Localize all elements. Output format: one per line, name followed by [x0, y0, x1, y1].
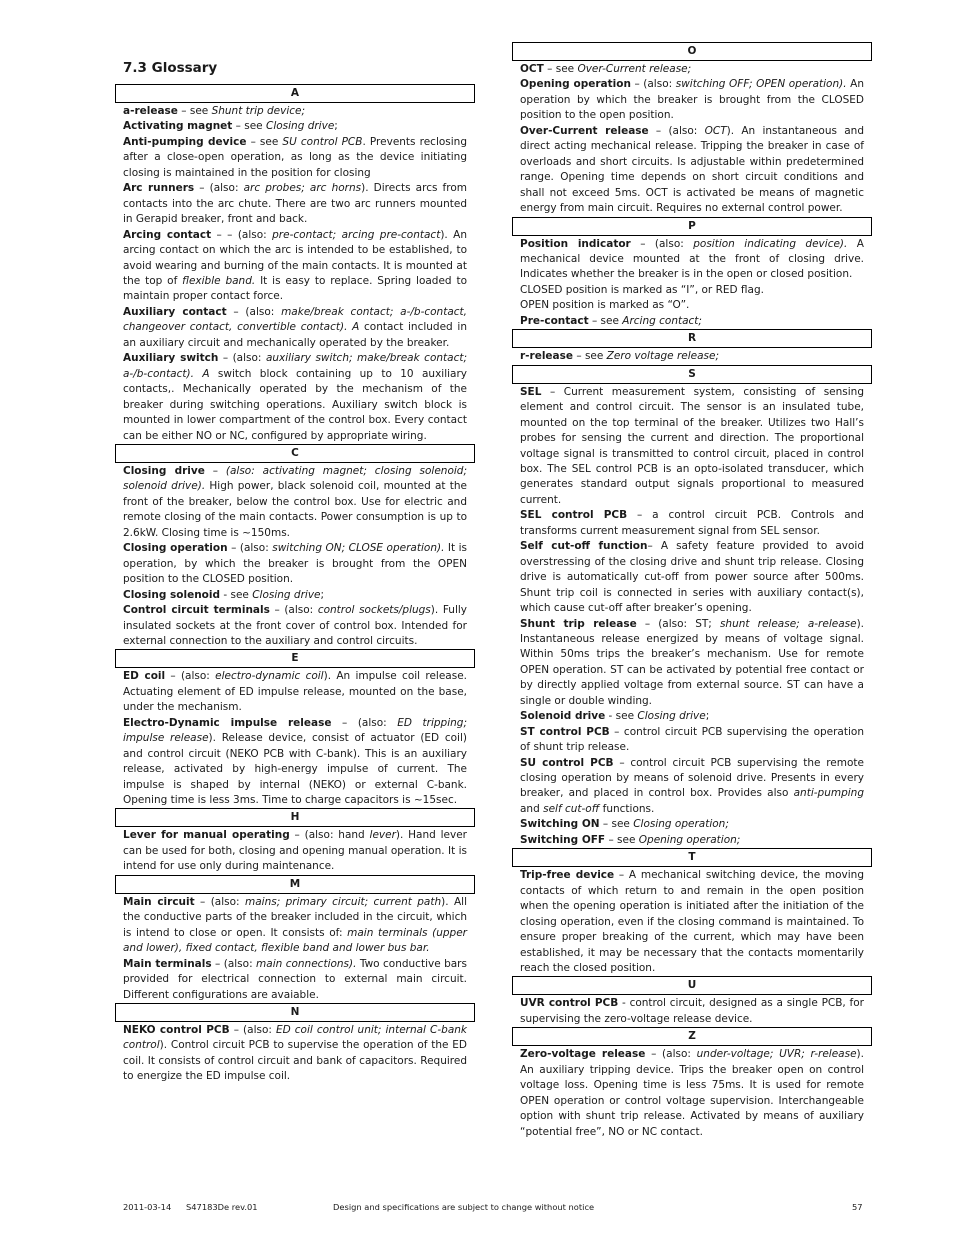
glossary-entry [123, 104, 467, 119]
glossary-term: Zero-voltage release [520, 1048, 646, 1061]
glossary-text: It is operation, by which the breaker is brought from the OPEN position to the CLOSED position. [123, 542, 467, 586]
glossary-text: ). An arcing contact on which the arc is intended to be established, to avoid wearing and burning of the main contacts. It is mounted at the top of [123, 228, 467, 287]
glossary-text: Two conductive bars provided for electrical connection to external main circuit. Different configurations are avaiable. [123, 957, 467, 1001]
glossary-text: ). Directs arcs from contacts into the arc chute. There are two arc runners mounted in Gerapid breaker, front and back. [123, 182, 467, 226]
glossary-text: ; [320, 588, 325, 601]
glossary-entry [520, 709, 864, 724]
glossary-entry [520, 349, 864, 364]
glossary-term: Closing drive [123, 464, 205, 477]
glossary-text: ). All the conductive parts of the breaker included in the circuit, which is intend to close or open. It consists of: [123, 895, 467, 939]
letter-header-s: S [512, 365, 872, 384]
left-column [115, 58, 475, 1085]
glossary-term: Auxiliary switch [123, 352, 219, 365]
glossary-italic-text: mains; primary circuit; current path [245, 895, 442, 908]
glossary-text: – see [599, 818, 634, 831]
glossary-entries-z [512, 1047, 872, 1140]
glossary-text: – (also: [331, 716, 398, 729]
glossary-text: ). An instantaneous and direct acting mechanical release. Tripping the breaker in case of overloads and short circuits. Is adjustable within predetermined range. Opening time depends on short circuit conditions and shall not exceed 5ms. OCT is activated be means of magnetic energy from main circuit. Requires no external control power. [520, 124, 864, 215]
glossary-term: Arc runners [123, 182, 195, 195]
glossary-text: – control circuit PCB supervising the remote closing operation by means of solenoid drive. Presents in every breaker, and placed in control box. Provides also [520, 756, 864, 800]
glossary-text: ). Instantaneous release energized by means of voltage signal. Within 50ms trips the breaker’s mechanism. Use for remote OPEN operation. ST can be activated by potential free contact or by directly applied voltage from external source. ST can have a single or double winding. [520, 617, 864, 707]
glossary-italic-text: main connections). [256, 957, 357, 970]
glossary-entry [520, 298, 864, 313]
glossary-term: Closing operation [123, 542, 228, 555]
glossary-term: Main circuit [123, 895, 195, 908]
glossary-text: – (also: [229, 1024, 276, 1037]
glossary-text: – see [177, 105, 212, 117]
page-number: 57 [852, 1202, 863, 1212]
glossary-text: – (also: [645, 1048, 697, 1061]
glossary-term: UVR control PCB [520, 997, 619, 1010]
glossary-term: SEL [520, 385, 542, 398]
glossary-text: – control circuit PCB supervising the operation of shunt trip release. [520, 725, 864, 754]
glossary-text: and [520, 802, 544, 815]
glossary-italic-text: under-voltage; UVR; r-release [696, 1048, 857, 1061]
glossary-text: . Prevents reclosing after a close-open operation, as long as the device initiating closing is maintained in the position for closing [123, 135, 467, 179]
glossary-text: – (also: [218, 352, 266, 365]
glossary-entry [520, 817, 864, 832]
glossary-text: It is easy to replace. Spring loaded to maintain proper contact force. [123, 274, 468, 303]
glossary-text: ). Release device, consist of actuator (ED coil) and control circuit (NEKO PCB with C-bank). This is an auxiliary release, activated by high-energy impulse of current. The impulse is shaped by internal (NEKO) or external C-bank. Opening time is less 3ms. Time to charge capacitors is ~15sec. [123, 732, 467, 807]
glossary-italic-text: Closing drive [252, 588, 321, 601]
letter-header-n: N [115, 1003, 475, 1022]
footer-note: Design and specifications are subject to change without notice [333, 1202, 595, 1212]
glossary-entry [123, 464, 467, 541]
glossary-term: ED coil [123, 670, 166, 683]
glossary-text: – see [588, 314, 623, 327]
glossary-entries-r [512, 349, 872, 364]
glossary-term: Solenoid drive [520, 710, 606, 723]
glossary-entry [123, 305, 467, 351]
glossary-text: ). Hand lever can be used for both, closing and opening manual operation. It is intend for use only during maintenance. [123, 829, 467, 873]
letter-header-h: H [115, 808, 475, 827]
glossary-term: Auxiliary contact [123, 305, 227, 318]
glossary-term: NEKO control PCB [123, 1024, 230, 1037]
glossary-entries-h [115, 828, 475, 874]
glossary-italic-text: Over-Current release; [577, 63, 692, 75]
glossary-italic-text: pre-contact; arcing pre-contact [272, 228, 441, 241]
glossary-term: Main terminals [123, 957, 212, 970]
glossary-term: Switching OFF [520, 833, 606, 846]
glossary-term: Arcing contact [123, 228, 212, 241]
letter-header-u: U [512, 976, 872, 995]
glossary-entry [520, 833, 864, 848]
glossary-text: A mechanical device mounted at the front of closing drive. Indicates whether the breaker is in the open or closed position. [520, 237, 864, 281]
glossary-italic-text: Closing drive [265, 120, 335, 133]
glossary-term: Control circuit terminals [123, 604, 270, 617]
glossary-entry [520, 77, 864, 123]
glossary-text: – (also: [194, 895, 245, 908]
glossary-entry [123, 669, 467, 715]
glossary-entry [123, 828, 467, 874]
glossary-term: Position indicator [520, 237, 631, 250]
glossary-italic-text: Closing operation; [633, 818, 729, 831]
glossary-term: Opening operation [520, 78, 631, 91]
glossary-text: – see [232, 120, 266, 133]
glossary-text: – a control circuit PCB. Controls and transforms current measurement signal from SEL sensor. [520, 509, 864, 537]
glossary-italic-text: auxiliary switch; make/break contact; a-/b-contact). A [123, 352, 468, 380]
glossary-entry [123, 119, 467, 134]
glossary-italic-text: Zero voltage release; [606, 350, 720, 363]
glossary-term: Activating magnet [123, 120, 233, 133]
glossary-entry [123, 135, 467, 181]
glossary-term: Trip-free device [520, 869, 615, 882]
glossary-entry [123, 541, 467, 587]
glossary-italic-text: (also: activating magnet; closing solenoid; solenoid drive). [123, 464, 467, 493]
glossary-text: ). Fully insulated sockets at the front cover of control box. Intended for external connection to the auxiliary and control circuits. [123, 604, 467, 647]
glossary-term: Anti-pumping device [123, 135, 247, 148]
glossary-entry [123, 603, 467, 649]
glossary-text: CLOSED position is marked as “I”, or RED flag. [520, 283, 764, 296]
glossary-italic-text: ED tripping; impulse release [123, 716, 467, 745]
glossary-term: Switching ON [520, 818, 600, 831]
glossary-entry [520, 385, 864, 509]
glossary-italic-text: Opening operation; [638, 833, 741, 846]
glossary-term: Electro-Dynamic impulse release [123, 716, 332, 729]
glossary-text: An operation by which the breaker is brought from the CLOSED position to the open position. [520, 78, 864, 122]
glossary-text: – (also: [211, 957, 257, 970]
glossary-text: – (also: [227, 542, 273, 555]
glossary-term: r-release [520, 350, 574, 363]
glossary-text: – A mechanical switching device, the moving contacts of which return to and remain in the open position when the opening operation is initiated after the initiation of the closing operation, even if the closing command is maintained. To ensure proper breaking of the current, which may have been established, it may be necessary that the contacts momentarily reach the closed position. [520, 869, 865, 975]
glossary-text: ). Control circuit PCB to supervise the operation of the ED coil. It consists of control circuit and bank of capacitors. Required to energize the ED impulse coil. [123, 1039, 467, 1083]
glossary-text: – see [573, 350, 607, 363]
glossary-term: Over-Current release [520, 124, 649, 137]
right-column [512, 42, 872, 1140]
glossary-entry [123, 181, 467, 227]
glossary-text: – Current measurement system, consisting of sensing element and control circuit. The sensor is an insulated tube, mounted on the top terminal of the breaker. Utilizes two Hall’s probes for sensing the current and direction. The proportional voltage signal is transmitted to control circuit, placed in control box. The SEL control PCB is an opto-isolated transducer, which generates standard output signals proportional to measured current. [520, 385, 864, 506]
glossary-entries-t [512, 868, 872, 976]
glossary-italic-text: switching OFF; OPEN operation). [675, 78, 847, 91]
glossary-text: – – (also: [211, 228, 273, 241]
glossary-entry [123, 351, 467, 444]
glossary-term: Lever for manual operating [123, 829, 290, 842]
glossary-entry [520, 508, 864, 539]
glossary-term: a-release [123, 105, 178, 117]
glossary-italic-text: Closing drive [637, 710, 706, 723]
glossary-term: ST control PCB [520, 725, 610, 738]
footer-doc-id: S47183De rev.01 [186, 1202, 258, 1212]
letter-header-p: P [512, 217, 872, 236]
glossary-entry [520, 996, 864, 1027]
glossary-entry [520, 1047, 864, 1140]
glossary-italic-text: shunt release; a-release [719, 617, 857, 630]
glossary-italic-text: position indicating device). [693, 237, 848, 250]
glossary-text: OPEN position is marked as “O”. [520, 299, 690, 312]
glossary-text: – see [605, 833, 639, 846]
glossary-italic-text: main terminals (upper and lower), fixed contact, flexible band and lower bus bar. [123, 926, 467, 955]
glossary-italic-text: flexible band. [182, 274, 256, 287]
letter-header-m: M [115, 875, 475, 894]
glossary-text: contact included in an auxiliary circuit and mechanically operated by the breaker. [123, 321, 467, 349]
glossary-italic-text: OCT [704, 124, 727, 137]
letter-header-c: C [115, 444, 475, 463]
glossary-entry [520, 725, 864, 756]
glossary-entry [520, 62, 864, 77]
glossary-text: functions. [599, 802, 655, 815]
glossary-entry [520, 314, 864, 329]
section-title: 7.3 Glossary [123, 60, 218, 76]
glossary-entry [123, 957, 467, 1003]
glossary-term: SEL control PCB [520, 509, 628, 522]
glossary-text: switch block containing up to 10 auxiliary contacts,. Mechanically operated by the mechanism of the breaker during switching operations. Auxiliary switch block is mounted in lower compartment of the control box. Every contact can be either NO or NC, configured by appropriate wiring. [123, 367, 467, 442]
glossary-entry [520, 124, 864, 217]
letter-header-t: T [512, 848, 872, 867]
glossary-text: – (also: [648, 124, 705, 137]
glossary-text: – (also: [630, 237, 694, 250]
glossary-text: ). An auxiliary tripping device. Trips the breaker open on control voltage loss. Opening time is less 75ms. It is used for remote OPEN operation or control voltage supervision. Interchangeable option with shunt trip release. Activated by means of auxiliary “potential free”, NO or NC contact. [520, 1048, 864, 1138]
glossary-entries-n [115, 1023, 475, 1085]
glossary-entry [123, 588, 467, 603]
glossary-entry [123, 228, 467, 305]
glossary-entries-o [512, 62, 872, 217]
glossary-text: ). An impulse coil release. Actuating element of ED impulse release, mounted on the base, under the mechanism. [123, 670, 468, 714]
glossary-italic-text: arc probes; arc horns [243, 182, 362, 195]
glossary-entry [520, 539, 864, 616]
glossary-text: – (also: [165, 670, 216, 683]
glossary-text: – (also: ST; [636, 617, 720, 630]
glossary-italic-text: self cut-off [543, 802, 600, 815]
glossary-entries-a [115, 104, 475, 444]
glossary-text: - see [605, 710, 638, 723]
glossary-text: – see [246, 135, 283, 148]
glossary-term: OCT [520, 63, 544, 75]
letter-header-o: O [512, 42, 872, 61]
glossary-text: – (also: hand [289, 829, 370, 842]
glossary-entry [123, 1023, 467, 1085]
left-glossary-sections [115, 84, 475, 1085]
glossary-text: – (also: [226, 305, 282, 318]
glossary-entry [520, 756, 864, 818]
glossary-entry [520, 283, 864, 298]
letter-header-r: R [512, 329, 872, 348]
footer-date: 2011-03-14 [123, 1202, 172, 1212]
glossary-term: Shunt trip release [520, 617, 637, 630]
glossary-entries-c [115, 464, 475, 649]
glossary-term: Closing solenoid [123, 588, 221, 601]
glossary-text: ; [705, 710, 710, 723]
glossary-text: ; [334, 120, 338, 133]
glossary-term: Self cut-off function [520, 540, 648, 553]
glossary-italic-text: control sockets/plugs [317, 604, 431, 617]
glossary-italic-text: Shunt trip device; [211, 105, 306, 117]
glossary-italic-text: electro-dynamic coil [215, 670, 324, 683]
glossary-entries-s [512, 385, 872, 849]
glossary-italic-text: switching ON; CLOSE operation). [272, 542, 445, 555]
glossary-entries-e [115, 669, 475, 808]
letter-header-e: E [115, 649, 475, 668]
glossary-term: SU control PCB [520, 756, 614, 769]
glossary-text: - control circuit, designed as a single PCB, for supervising the zero-voltage release device. [520, 997, 864, 1025]
glossary-entries-u [512, 996, 872, 1027]
glossary-text: – (also: [269, 604, 318, 617]
glossary-text: – (also: [630, 78, 676, 91]
glossary-italic-text: ED coil control unit; internal C-bank control [123, 1024, 467, 1052]
glossary-text: - see [220, 588, 253, 601]
glossary-term: Pre-contact [520, 314, 589, 327]
glossary-italic-text: make/break contact; a-/b-contact, changeover contact, convertible contact). A [123, 305, 467, 334]
glossary-entry [123, 895, 467, 957]
glossary-italic-text: Arcing contact; [622, 314, 702, 327]
letter-header-a: A [115, 84, 475, 103]
glossary-entry [123, 716, 467, 809]
glossary-italic-text: anti-pumping [793, 787, 864, 800]
glossary-text: High power, black solenoid coil, mounted at the front of the breaker, below the control box. Use for electric and remote closing of the main contacts. Power consumption is up to 2.6kW. Closing time is ~150ms. [123, 480, 467, 539]
glossary-text: – (also: [194, 182, 244, 195]
glossary-entry [520, 868, 864, 976]
glossary-italic-text: lever [369, 829, 396, 842]
glossary-entry [520, 617, 864, 710]
right-glossary-sections [512, 42, 872, 1140]
glossary-entry [520, 237, 864, 283]
glossary-entries-p [512, 237, 872, 330]
glossary-entries-m [115, 895, 475, 1003]
glossary-text: – A safety feature provided to avoid overstressing of the closing drive and shunt trip release. Closing drive is automatically cut-off from power source after 500ms. Shunt trip coil is connected in series with auxiliary contact(s), which cause cut-off after breaker’s opening. [520, 540, 864, 615]
letter-header-z: Z [512, 1027, 872, 1046]
glossary-text: – [204, 464, 226, 477]
glossary-text: – see [543, 63, 578, 75]
glossary-italic-text: SU control PCB [282, 135, 363, 148]
